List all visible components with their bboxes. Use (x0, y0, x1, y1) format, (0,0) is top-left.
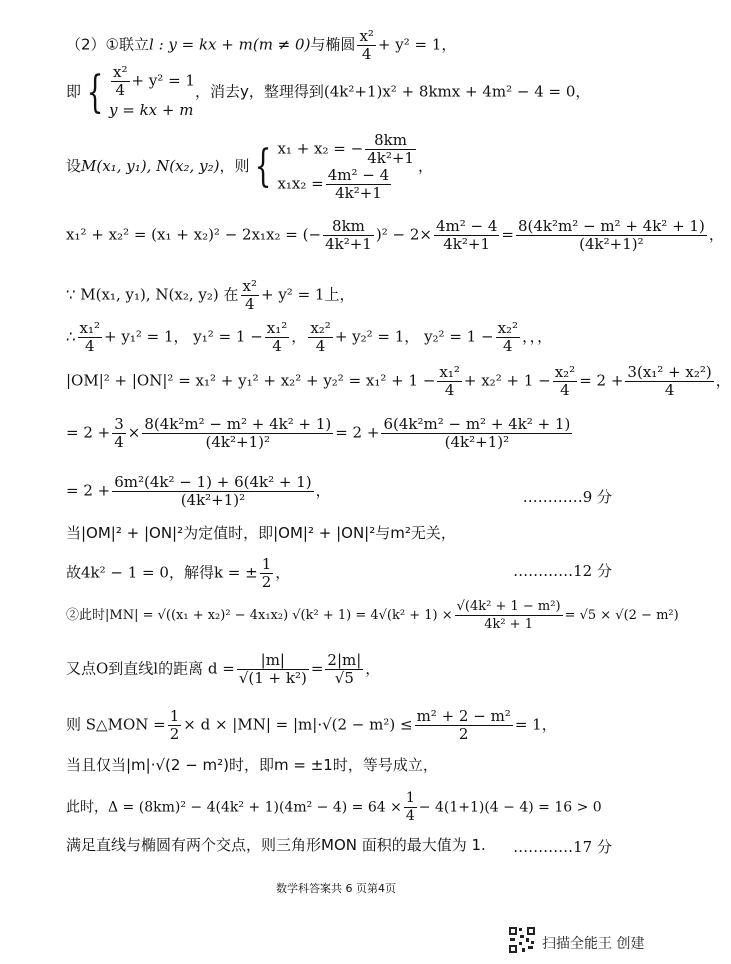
line-10: 当|OM|² + |ON|²为定值时，即|OM|² + |ON|²与m²无关， (66, 524, 456, 542)
scanner-brand-text: 扫描全能王 创建 (542, 936, 645, 952)
line-16: 此时，Δ = (8km)² − 4(4k² + 1)(4m² − 4) = 64 × $\frac{1}{4}$ − 4(1+1)(4 − 4) = 16 > 0 (66, 790, 602, 824)
score-12: …………12 分 (513, 562, 612, 580)
part-label: （2）①联立 (66, 35, 149, 54)
line-1 (66, 28, 456, 63)
vieta-system: x₁ + x₂ = − $\frac{8km}{\text{4k²+1}}$ x₁x₂ = $\frac{\text{4m² − 4}}{\text{4k²+1}}$ (277, 131, 414, 202)
qr-code-icon (508, 926, 536, 954)
equation-system: $\frac{\text{x²}}{4}$ + y² = 1 y = kx + m (109, 63, 195, 119)
then-text: ，则 (219, 157, 250, 175)
line-15: 当且仅当|m|·√(2 − m²)时，即m = ±1时，等号成立， (66, 756, 438, 774)
points: M(x₁, y₁), N(x₂, y₂) (81, 157, 220, 175)
line-7: |OM|² + |ON|² = x₁² + y₁² + x₂² + y₂² = x₁² + 1 − $\frac{\text{x₁²}}{4}$ + x₂² + 1 − $\frac{\text{x₂²}}{4}$ = 2 + $\frac{\text{3(x₁² + x₂²)}}{4}$ ， (66, 363, 731, 399)
prefix-text: 设 (66, 157, 82, 175)
line-3: 设M(x₁, y₁), N(x₂, y₂)，则 { x₁ + x₂ = − $\frac{8km}{\text{4k²+1}}$ x₁x₂ = $\frac{\text{4m² − 4}}{\text{4k²+1}}$ ， (66, 131, 433, 202)
line-8: = 2 + $\frac{3}{4}$ × $\frac{\text{8(4k²m² − m² + 4k² + 1)}}{\text{(4k²+1)²}}$ = 2 + $\frac{\text{6(4k²m² − m² + 4k² + 1)}}{\text{(4k²+1)²}}$ (66, 415, 571, 451)
quadratic-result: (4k²+1)x² + 8kmx + 4m² − 4 = 0， (323, 82, 591, 101)
line-13: 又点O到直线l的距离 d = $\frac{|m|}{\text{√(1 + k²)}}$ = $\frac{2|m|}{√5}$ ， (66, 651, 381, 687)
line-l-equation: l : y = kx + m(m ≠ 0) (149, 35, 311, 54)
line-5: ∵ M(x₁, y₁), N(x₂, y₂) 在 $\frac{\text{x²}}{4}$ + y² = 1上， (66, 277, 355, 313)
line-11: 故4k² − 1 = 0，解得k = ± $\frac{1}{2}$ ， (66, 555, 291, 591)
points-on-ellipse: ∵ M(x₁, y₁), N(x₂, y₂) 在 (66, 285, 239, 304)
line-6: ∴ $\frac{\text{x₁²}}{4}$ + y₁² = 1， y₁² = 1 − $\frac{\text{x₁²}}{4}$ ， $\frac{\text{x₂²}}{4}$ + y₂² = 1， y₂² = 1 − $\frac{\text{x₂²}}{4}$ ，，， (66, 319, 553, 355)
line-14: 则 S△MON = $\frac{1}{2}$ × d × |MN| = |m|·√(2 − m²) ≤ $\frac{\text{m² + 2 − m²}}{2}$ = 1， (66, 707, 557, 743)
line-2 (66, 64, 590, 121)
page-footer: 数学科答案共 6 页第4页 (276, 882, 396, 895)
prefix-text: 即 (66, 82, 82, 101)
ellipse-equation-tail: + y² = 1， (377, 35, 457, 54)
score-17: …………17 分 (513, 838, 612, 856)
score-9: …………9 分 (522, 488, 612, 506)
line-9: = 2 + $\frac{\text{6m²(4k² − 1) + 6(4k² + 1)}}{\text{(4k²+1)²}}$ ， (66, 473, 331, 509)
brace-icon: { (255, 141, 272, 192)
line-12: ②此时|MN| = √((x₁ + x₂)² − 4x₁x₂) √(k² + 1) = 4√(k² + 1) × $\frac{\text{√(4k² + 1 − m²)}}{\text{4k² + 1}}$ = √5 × √(2 − m²) (66, 599, 679, 632)
line-17: 满足直线与椭圆有两个交点，则三角形MON 面积的最大值为 1. (66, 836, 486, 854)
sum-squares: x₁² + x₂² = (x₁ + x₂)² − 2x₁x₂ = (− (66, 225, 322, 244)
ellipse-text: 与椭圆 (310, 35, 356, 54)
eliminate-text: ，消去y，整理得到 (194, 82, 324, 101)
line-4: x₁² + x₂² = (x₁ + x₂)² − 2x₁x₂ = (− $\frac{8km}{\text{4k²+1}}$ )² − 2× $\frac{\text{4m² − 4}}{\text{4k²+1}}$ = $\frac{\text{8(4k²m² − m² + 4k² + 1)}}{\text{(4k²+1)²}}$ ， (66, 217, 724, 253)
brace-icon: { (86, 66, 104, 118)
fraction: $\frac{\text{x²}}{4}$ (359, 27, 374, 63)
